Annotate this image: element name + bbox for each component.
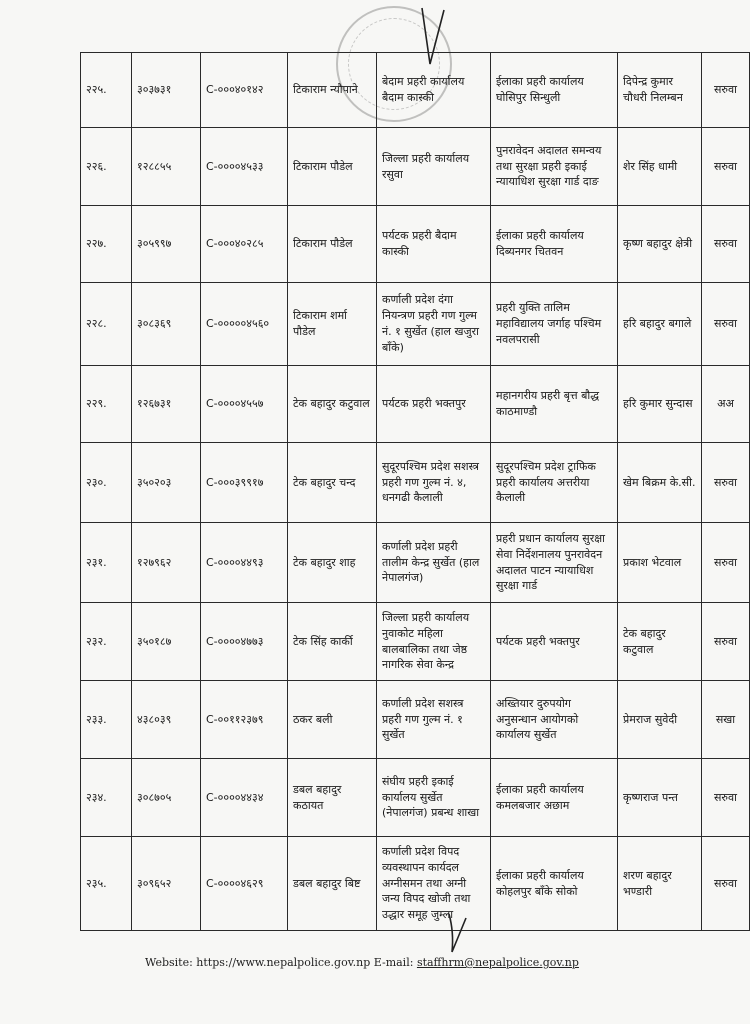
current-office-cell: कर्णाली प्रदेश प्रहरी तालीम केन्द्र सुर्खेत (हाल नेपालगंज) (377, 523, 491, 603)
table-row (81, 366, 750, 443)
status-cell: सरुवा (702, 837, 750, 931)
serial-number-cell: २३१. (81, 523, 132, 603)
name-cell: टिकाराम शर्मा पौडेल (288, 283, 377, 366)
replacement-name-cell: प्रेमराज सुवेदी (618, 681, 702, 759)
name-cell: डबल बहादुर कठायत (288, 759, 377, 837)
replacement-name-cell: हरि बहादुर बगाले (618, 283, 702, 366)
new-office-cell: ईलाका प्रहरी कार्यालय कमलबजार अछाम (491, 759, 618, 837)
serial-number-cell: २३५. (81, 837, 132, 931)
status-cell: सरुवा (702, 759, 750, 837)
serial-number-cell: २३४. (81, 759, 132, 837)
current-office-cell: कर्णाली प्रदेश दंगा नियन्त्रण प्रहरी गण गुल्म नं. १ सुर्खेत (हाल खजुरा बाँके) (377, 283, 491, 366)
status-cell: अअ (702, 366, 750, 443)
replacement-name-cell: खेम बिक्रम के.सी. (618, 443, 702, 523)
code-cell: C-०००३९९१७ (201, 443, 288, 523)
name-cell: टिकाराम पौडेल (288, 128, 377, 206)
replacement-name-cell: टेक बहादुर कटुवाल (618, 603, 702, 681)
code-cell: C-००००४७७३ (201, 603, 288, 681)
table-row (81, 603, 750, 681)
status-cell: सरुवा (702, 53, 750, 128)
code-cell: C-००००४६२९ (201, 837, 288, 931)
serial-number-cell: २२९. (81, 366, 132, 443)
status-cell: सरुवा (702, 128, 750, 206)
status-cell: सरुवा (702, 206, 750, 283)
status-cell: सरुवा (702, 603, 750, 681)
new-office-cell: पर्यटक प्रहरी भक्तपुर (491, 603, 618, 681)
table-row (81, 443, 750, 523)
code-cell: C-००००४४३४ (201, 759, 288, 837)
footer-contact (0, 956, 724, 969)
current-office-cell: पर्यटक प्रहरी भक्तपुर (377, 366, 491, 443)
serial-number-cell: २३२. (81, 603, 132, 681)
id-number-cell: १२७९६२ (132, 523, 201, 603)
name-cell: टिकाराम पौडेल (288, 206, 377, 283)
replacement-name-cell: प्रकाश भेटवाल (618, 523, 702, 603)
table-row (81, 128, 750, 206)
table-row (81, 837, 750, 931)
name-cell: टेक सिंह कार्की (288, 603, 377, 681)
id-number-cell: ३०९६५२ (132, 837, 201, 931)
footer-email-link[interactable]: staffhrm@nepalpolice.gov.np (416, 956, 579, 969)
serial-number-cell: २३३. (81, 681, 132, 759)
name-cell: टेक बहादुर चन्द (288, 443, 377, 523)
current-office-cell: कर्णाली प्रदेश विपद व्यवस्थापन कार्यदल अग्नीसमन तथा अग्नी जन्य विपद खोजी तथा उद्धार समूह जुम्ला (377, 837, 491, 931)
code-cell: C-०००००४५६० (201, 283, 288, 366)
current-office-cell: कर्णाली प्रदेश सशस्त्र प्रहरी गण गुल्म नं. १ सुर्खेत (377, 681, 491, 759)
code-cell: C-००११२३७९ (201, 681, 288, 759)
id-number-cell: ४३८०३९ (132, 681, 201, 759)
table-row (81, 523, 750, 603)
new-office-cell: ईलाका प्रहरी कार्यालय दिब्यनगर चितवन (491, 206, 618, 283)
footer-website-label: Website: https://www.nepalpolice.gov.np E-mail: (145, 956, 414, 969)
table-row (81, 283, 750, 366)
code-cell: C-००००४५३३ (201, 128, 288, 206)
code-cell: C-०००४०२८५ (201, 206, 288, 283)
serial-number-cell: २३०. (81, 443, 132, 523)
replacement-name-cell: दिपेन्द्र कुमार चौधरी निलम्बन (618, 53, 702, 128)
name-cell: टेक बहादुर कटुवाल (288, 366, 377, 443)
replacement-name-cell: कृष्ण बहादुर क्षेत्री (618, 206, 702, 283)
status-cell: सखा (702, 681, 750, 759)
status-cell: सरुवा (702, 283, 750, 366)
replacement-name-cell: हरि कुमार सुन्दास (618, 366, 702, 443)
id-number-cell: ३०८७०५ (132, 759, 201, 837)
new-office-cell: ईलाका प्रहरी कार्यालय कोहलपुर बाँके सोको (491, 837, 618, 931)
table-row (81, 759, 750, 837)
replacement-name-cell: शेर सिंह धामी (618, 128, 702, 206)
name-cell: डबल बहादुर बिष्ट (288, 837, 377, 931)
id-number-cell: ३०३७३१ (132, 53, 201, 128)
new-office-cell: अख्तियार दुरुपयोग अनुसन्धान आयोगको कार्यालय सुर्खेत (491, 681, 618, 759)
new-office-cell: पुनरावेदन अदालत समन्वय तथा सुरक्षा प्रहरी इकाई न्यायाधिश सुरक्षा गार्ड दाङ (491, 128, 618, 206)
serial-number-cell: २२६. (81, 128, 132, 206)
serial-number-cell: २२५. (81, 53, 132, 128)
status-cell: सरुवा (702, 443, 750, 523)
current-office-cell: संघीय प्रहरी इकाई कार्यालय सुर्खेत (नेपालगंज) प्रबन्ध शाखा (377, 759, 491, 837)
current-office-cell: सुदूरपश्चिम प्रदेश सशस्त्र प्रहरी गण गुल्म नं. ४, धनगढी कैलाली (377, 443, 491, 523)
replacement-name-cell: शरण बहादुर भण्डारी (618, 837, 702, 931)
id-number-cell: ३५०१८७ (132, 603, 201, 681)
id-number-cell: १२६७३१ (132, 366, 201, 443)
table-body (81, 53, 750, 931)
id-number-cell: १२८८५५ (132, 128, 201, 206)
serial-number-cell: २२८. (81, 283, 132, 366)
new-office-cell: ईलाका प्रहरी कार्यालय घोसिपुर सिन्धुली (491, 53, 618, 128)
table-row (81, 206, 750, 283)
id-number-cell: ३०८३६९ (132, 283, 201, 366)
current-office-cell: बेदाम प्रहरी कार्यालय बैदाम कास्की (377, 53, 491, 128)
serial-number-cell: २२७. (81, 206, 132, 283)
name-cell: टेक बहादुर शाह (288, 523, 377, 603)
id-number-cell: ३०५९९७ (132, 206, 201, 283)
status-cell: सरुवा (702, 523, 750, 603)
new-office-cell: महानगरीय प्रहरी बृत्त बौद्ध काठमाण्डौ (491, 366, 618, 443)
id-number-cell: ३५०२०३ (132, 443, 201, 523)
current-office-cell: जिल्ला प्रहरी कार्यालय रसुवा (377, 128, 491, 206)
table-row (81, 53, 750, 128)
table-row (81, 681, 750, 759)
replacement-name-cell: कृष्णराज पन्त (618, 759, 702, 837)
transfer-records-table (80, 52, 750, 931)
new-office-cell: सुदूरपश्चिम प्रदेश ट्राफिक प्रहरी कार्यालय अत्तरीया कैलाली (491, 443, 618, 523)
new-office-cell: प्रहरी प्रधान कार्यालय सुरक्षा सेवा निर्देशनालय पुनरावेदन अदालत पाटन न्यायाधिश सुरक्षा गार्ड (491, 523, 618, 603)
code-cell: C-००००४४९३ (201, 523, 288, 603)
current-office-cell: जिल्ला प्रहरी कार्यालय नुवाकोट महिला बालबालिका तथा जेष्ठ नागरिक सेवा केन्द्र (377, 603, 491, 681)
name-cell: ठकर बली (288, 681, 377, 759)
code-cell: C-०००४०१४२ (201, 53, 288, 128)
current-office-cell: पर्यटक प्रहरी बैदाम कास्की (377, 206, 491, 283)
name-cell: टिकाराम न्यौपाने (288, 53, 377, 128)
code-cell: C-००००४५५७ (201, 366, 288, 443)
new-office-cell: प्रहरी युक्ति तालिम महाविद्यालय जर्गाह पश्चिम नवलपरासी (491, 283, 618, 366)
